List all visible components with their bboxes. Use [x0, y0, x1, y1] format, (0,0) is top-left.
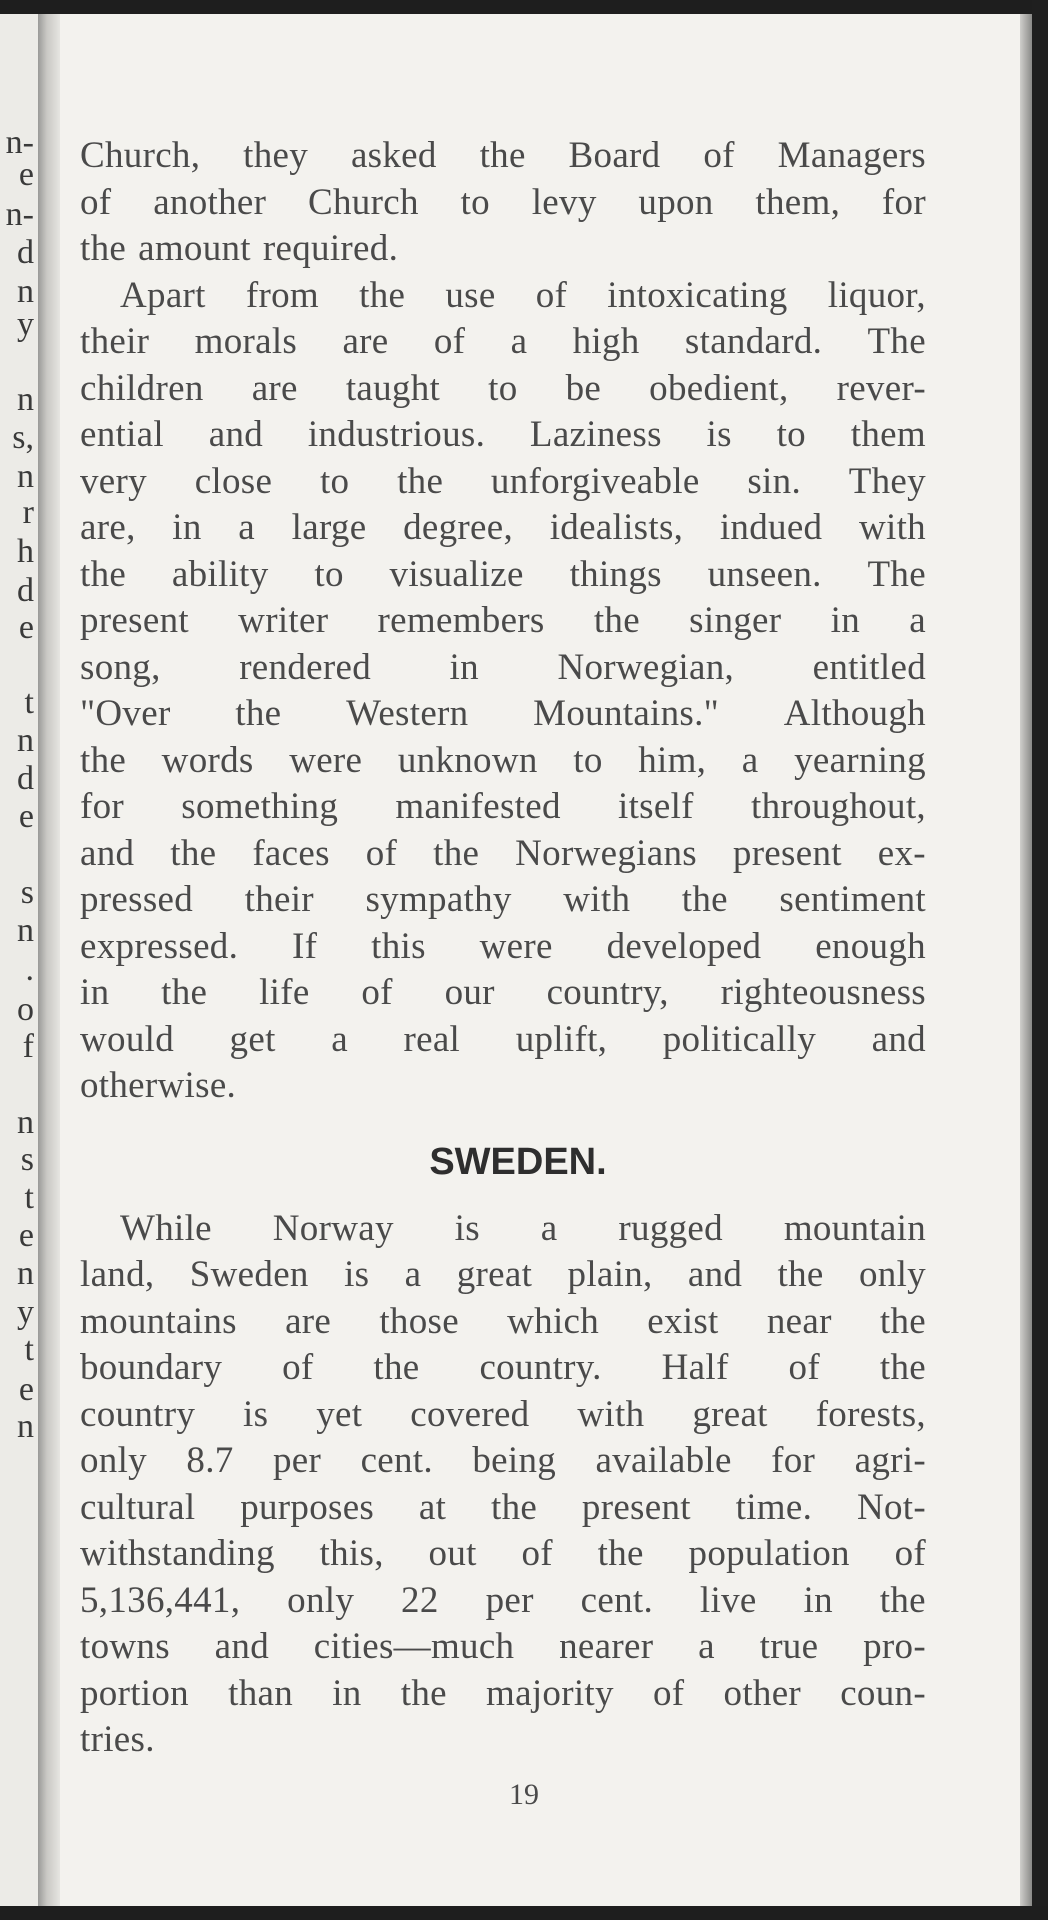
facing-page-text-fragment: n	[17, 1255, 34, 1292]
facing-page-text-fragment: y	[17, 1294, 34, 1331]
text-line: portion than in the majority of other coun-	[80, 1672, 926, 1714]
text-line: boundary of the country. Half of the	[80, 1347, 926, 1388]
facing-page-text-fragment: n	[17, 381, 34, 418]
text-line: the words were unknown to him, a yearning	[80, 739, 926, 781]
text-line: pressed their sympathy with the sentiment	[80, 879, 926, 920]
facing-page-text-fragment: d	[17, 760, 34, 797]
text-line: land, Sweden is a great plain, and the only	[80, 1254, 926, 1295]
text-line: very close to the unforgiveable sin. They	[80, 460, 926, 502]
facing-page-text-fragment: e	[18, 156, 34, 193]
text-line: expressed. If this were developed enough	[80, 925, 926, 967]
text-line: in the life of our country, righteousness	[80, 972, 926, 1013]
text-line: ential and industrious. Laziness is to them	[80, 414, 926, 455]
section-heading: SWEDEN.	[429, 1140, 607, 1183]
text-line: only 8.7 per cent. being available for agri-	[80, 1440, 926, 1481]
text-line: for something manifested itself throughout,	[80, 786, 926, 827]
scan-top-border	[0, 0, 1048, 14]
paragraph-1	[80, 133, 926, 273]
text-line: 5,136,441, only 22 per cent. live in the	[80, 1579, 926, 1621]
facing-page-text-fragment: n-	[5, 124, 34, 161]
text-line: song, rendered in Norwegian, entitled	[80, 646, 926, 688]
facing-page-text-fragment: s	[20, 874, 34, 911]
text-line: children are taught to be obedient, rever-	[80, 367, 926, 409]
facing-page-text-fragment: e	[18, 609, 34, 646]
text-line: "Over the Western Mountains." Although	[80, 693, 926, 734]
book-gutter	[38, 14, 60, 1906]
text-line: present writer remembers the singer in a	[80, 600, 926, 641]
text-line: cultural purposes at the present time. Not-	[80, 1486, 926, 1528]
facing-page-text-fragment: d	[17, 234, 34, 271]
facing-page-text-fragment: d	[17, 572, 34, 609]
facing-page-text-fragment: s	[20, 1141, 34, 1178]
paragraph-2	[80, 273, 926, 1110]
facing-page-text-fragment: r	[22, 494, 34, 531]
text-line: the amount required.	[80, 228, 399, 269]
text-line: are, in a large degree, idealists, indued with	[80, 507, 926, 548]
facing-page-edge	[0, 14, 38, 1906]
facing-page-text-fragment: y	[17, 306, 34, 343]
text-line: Apart from the use of intoxicating liquor,	[120, 274, 926, 316]
facing-page-text-fragment: e	[18, 1217, 34, 1254]
scan-bottom-border	[0, 1906, 1048, 1920]
facing-page-text-fragment: t	[24, 1179, 34, 1216]
scan-right-border	[1032, 0, 1048, 1920]
facing-page-text-fragment: t	[24, 1331, 34, 1368]
facing-page-text-fragment: n	[17, 912, 34, 949]
facing-page-text-fragment: n	[17, 1408, 34, 1445]
facing-page-text-fragment: o	[17, 991, 34, 1028]
facing-page-text-fragment: e	[18, 798, 34, 835]
text-line: mountains are those which exist near the	[80, 1300, 926, 1342]
page-edge-right	[1020, 14, 1032, 1906]
facing-page-text-fragment: t	[24, 684, 34, 721]
text-line: and the faces of the Norwegians present ex-	[80, 832, 926, 874]
text-line: withstanding this, out of the population of	[80, 1533, 926, 1574]
facing-page-text-fragment: n-	[5, 196, 34, 233]
text-line: country is yet covered with great forests,	[80, 1393, 926, 1435]
facing-page-text-fragment: n	[17, 458, 34, 495]
facing-page-text-fragment: n	[17, 1104, 34, 1141]
facing-page-text-fragment: .	[25, 951, 34, 988]
facing-page-text-fragment: s,	[12, 419, 34, 456]
text-line: their morals are of a high standard. The	[80, 321, 926, 362]
paragraph-3	[80, 1206, 926, 1764]
text-line: tries.	[80, 1719, 155, 1760]
text-line: towns and cities—much nearer a true pro-	[80, 1626, 926, 1667]
text-line: While Norway is a rugged mountain	[120, 1207, 926, 1249]
facing-page-text-fragment: e	[18, 1371, 34, 1408]
facing-page-text-fragment: f	[22, 1028, 34, 1065]
page-number: 19	[509, 1778, 539, 1811]
text-line: Church, they asked the Board of Managers	[80, 135, 926, 176]
text-line: the ability to visualize things unseen. The	[80, 553, 926, 595]
facing-page-text-fragment: n	[17, 722, 34, 759]
facing-page-text-fragment: n	[17, 273, 34, 310]
facing-page-text-fragment: h	[17, 533, 34, 570]
text-line: of another Church to levy upon them, for	[80, 181, 926, 223]
text-line: otherwise.	[80, 1065, 237, 1106]
page-body	[80, 133, 926, 1764]
text-line: would get a real uplift, politically and	[80, 1018, 926, 1060]
